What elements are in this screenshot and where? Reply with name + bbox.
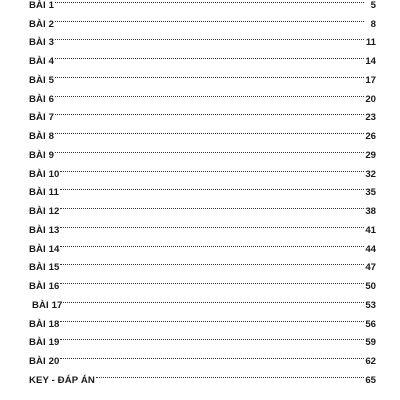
dot-leader [63,289,364,308]
toc-entry-page: 50 [365,281,376,292]
dot-leader [60,214,364,233]
toc-entry-label: BÀI 18 [29,318,60,330]
dot-leader [60,270,364,289]
toc-entry-label: BÀI 14 [29,243,60,255]
toc-entry-page: 11 [365,37,376,49]
toc-entry-page: 20 [365,93,376,105]
toc-entry-bai-4[interactable] [29,45,376,67]
toc-entry-label: BÀI 15 [29,262,60,274]
dot-leader [55,64,364,83]
dot-leader [55,27,364,46]
toc-entry-key-dap-an[interactable] [29,364,376,386]
toc-entry-label: BÀI 13 [29,224,60,236]
toc-entry-label: BÀI 19 [29,337,60,349]
dot-leader [60,233,364,252]
toc-entry-page: 26 [365,131,376,142]
dot-leader [55,120,364,139]
toc-entry-label: BÀI 2 [29,18,55,30]
dot-leader [55,83,364,102]
toc-entry-page: 47 [365,262,376,274]
toc-entry-page: 41 [365,224,376,236]
toc-entry-bai-17[interactable] [29,289,376,311]
toc-entry-page: 17 [365,74,376,86]
dot-leader [60,345,364,364]
toc-entry-bai-19[interactable] [29,327,376,349]
toc-entry-bai-8[interactable] [29,120,376,142]
dot-leader [60,195,364,214]
toc-entry-page: 23 [365,112,376,124]
dot-leader [60,327,364,346]
toc-entry-label: BÀI 6 [29,93,55,105]
toc-entry-bai-5[interactable] [29,64,376,86]
toc-entry-label: BÀI 5 [29,74,55,86]
toc-entry-bai-2[interactable] [29,8,376,30]
toc-entry-page: 59 [365,337,376,349]
toc-entry-bai-15[interactable] [29,252,376,274]
dot-leader [60,177,364,196]
toc-entry-page: 53 [365,299,376,311]
toc-entry-bai-9[interactable] [29,139,376,161]
dot-leader [55,139,364,158]
toc-entry-page: 65 [365,374,376,386]
toc-entry-label: BÀI 9 [29,149,55,161]
toc-entry-label: BÀI 20 [29,356,60,367]
toc-entry-label: BÀI 12 [29,206,60,217]
toc-entry-page: 8 [370,18,376,30]
toc-entry-label: BÀI 4 [29,56,55,67]
toc-entry-bai-11[interactable] [29,177,376,199]
dot-leader [60,308,364,327]
toc-entry-bai-1[interactable] [29,0,376,11]
dot-leader [55,8,364,27]
toc-entry-bai-3[interactable] [29,27,376,49]
toc-entry-page: 32 [365,168,376,180]
toc-entry-page: 56 [365,318,376,330]
toc-entry-label: BÀI 1 [29,0,55,11]
toc-entry-bai-13[interactable] [29,214,376,236]
dot-leader [55,102,364,121]
table-of-contents [29,0,376,386]
toc-entry-label: BÀI 16 [29,281,60,292]
toc-entry-label: BÀI 10 [29,168,60,180]
toc-entry-bai-14[interactable] [29,233,376,255]
toc-entry-bai-12[interactable] [29,195,376,217]
toc-entry-page: 38 [365,206,376,217]
dot-leader [55,0,364,8]
toc-entry-bai-20[interactable] [29,345,376,367]
toc-entry-bai-18[interactable] [29,308,376,330]
toc-entry-page: 35 [365,187,376,199]
toc-entry-label: BÀI 17 [32,299,63,311]
toc-entry-page: 29 [365,149,376,161]
toc-entry-page: 44 [365,243,376,255]
toc-entry-bai-10[interactable] [29,158,376,180]
toc-entry-page: 14 [365,56,376,67]
dot-leader [60,252,364,271]
toc-entry-label: BÀI 11 [29,187,59,199]
toc-entry-bai-6[interactable] [29,83,376,105]
toc-entry-label: BÀI 3 [29,37,55,49]
toc-entry-label: BÀI 8 [29,131,55,142]
toc-entry-bai-7[interactable] [29,102,376,124]
toc-entry-bai-16[interactable] [29,270,376,292]
toc-entry-label: KEY - ĐÁP ÁN [29,374,95,386]
dot-leader [60,158,364,177]
dot-leader [96,364,364,383]
toc-entry-page: 62 [365,356,376,367]
dot-leader [55,45,364,64]
toc-entry-page: 5 [370,0,376,11]
toc-entry-label: BÀI 7 [29,112,55,124]
